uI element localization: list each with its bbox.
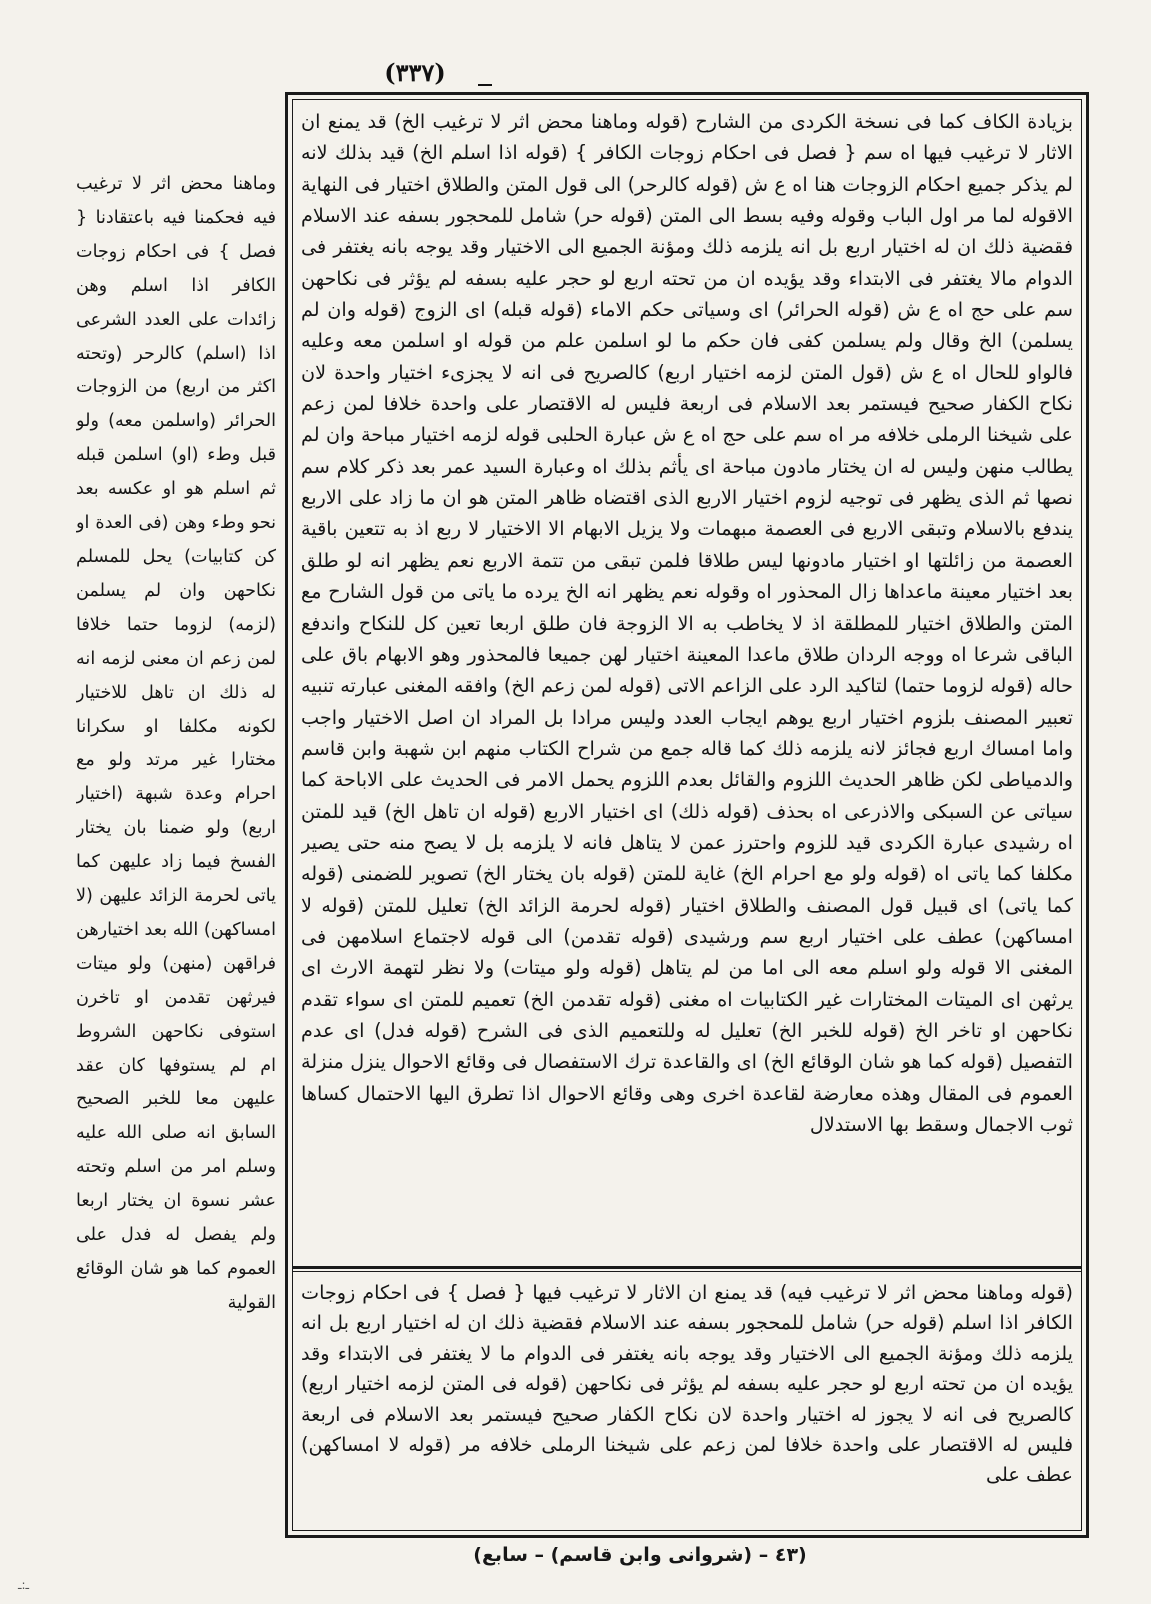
matn-margin-column: وماهنا محض اثر لا ترغيب فيه فحكمنا فيه باعتقادنا { فصل } فى احكام زوجات الكافر اذا اسلم وهن زائدات على العدد الشرعى اذا (اسلم) كالرحر (وتحته اكثر من اربع) من الزوجات الحرائر (واسلمن معه) ولو قبل وطء (او) اسلمن قبله ثم اسلم هو او عكسه بعد نحو وطء وهن (فى العدة او كن كتابيات) يحل للمسلم نكاحهن وان لم يسلمن (لزمه) لزوما حتما خلافا لمن زعم ان معنى لزمه انه له ذلك ان تاهل للاختيار لكونه مكلفا او سكرانا مختارا غير مرتد ولو مع احرام وعدة شبهة (اختيار اربع) ولو ضمنا بان يختار الفسخ فيما زاد عليهن كما ياتى لحرمة الزائد عليهن (لا امساكهن) الله بعد اختيارهن فراقهن (منهن) ولو ميتات فيرثهن تقدمن او تاخرن استوفى نكاحهن الشروط ام لم يستوفها كان عقد عليهن معا للخبر الصحيح السابق انه صلى الله عليه وسلم امر من اسلم وتحته عشر نسوة ان يختار اربعا ولم يفصل له فدل على العموم كما هو شان الوقائع القولية (76, 174, 276, 1313)
ibn-qasim-commentary: (قوله وماهنا محض اثر لا ترغيب فيه) قد يمنع ان الاثار لا ترغيب فيها { فصل } فى احكام زوجات الكافر اذا اسلم (قوله حر) شامل للمحجور بسفه عند الاسلام فقضية ذلك ان له اختيار اربع بل انه يلزمه ذلك ومؤنة الجميع الى الاختيار وقد يوجه بانه يغتفر فى الدوام ما لا يغتفر فى الابتداء وقد يؤيده ان من تحته اربع لو حجر عليه بسفه لم يؤثر فى نكاحهن (قوله فى المتن لزمه اختيار اربع) كالصريح فى انه لا يجوز له اختيار واحدة لان نكاح الكفار صحيح فيستمر بعد الاسلام فى اربعة فليس له الاقتصار على واحدة خلافا لمن زعم على شيخنا الرملى خلافه مر (قوله لا امساكهن) عطف على (301, 1281, 1073, 1487)
page-frame (285, 92, 1089, 1538)
hashiya-commentary: بزيادة الكاف كما فى نسخة الكردى من الشارح (قوله وماهنا محض اثر لا ترغيب الخ) قد يمنع ان الاثار لا ترغيب فيها اه سم { فصل فى احكام زوجات الكافر } (قوله اذا اسلم الخ) قيد بذلك لانه لم يذكر جميع احكام الزوجات هنا اه ع ش (قوله كالرحر) الى قول المتن والطلاق اختيار فى النهاية الاقوله لما مر اول الباب وقوله وفيه بسط الى المتن (قوله حر) شامل للمحجور بسفه عند الاسلام فقضية ذلك ان له اختيار اربع بل انه يلزمه ذلك ومؤنة الجميع الى الاختيار وقد يوجه بانه يغتفر فى الدوام مالا يغتفر فى الابتداء وقد يؤيده ان من تحته اربع لو حجر عليه بسفه لم يؤثر فى نكاحهن سم على حج اه ع ش (قوله الحرائر) اى وسياتى حكم الاماء (قوله قبله) اى الزوج (قوله وان لم يسلمن) الخ وقال ولم يسلمن كفى فان حكم ما لو اسلمن علم من قوله او اسلمن معه وعليه فالواو للحال اه ع ش (قول المتن لزمه اختيار اربع) كالصريح فى انه لا يجزىء اختيار واحدة لان نكاح الكفار صحيح فيستمر بعد الاسلام فى اربعة فليس له الاقتصار على واحدة خلافا لمن زعم على شيخنا الرملى خلافه مر اه سم على حج اه ع ش عبارة الحلبى قوله لزمه اختيار مباحة وان لم يطالب منهن وليس له ان يختار مادون مباحة اى يأثم بذلك اه وعبارة السيد عمر بعد ذكر كلام سم نصها ثم الذى يظهر فى توجيه لزوم اختيار الاربع الذى اقتضاه ظاهر المتن هو ان ما زاد على الاربع يندفع بالاسلام وتبقى الاربع فى العصمة مبهمات ولا يزيل الابهام الا الاختيار لا ربع اذ به تتعين باقية العصمة من زائلتها او اختيار مادونها ليس طلاقا فلمن تبقى من تتمة الاربع نعم يظهر انه لو طلق بعد اختيار معينة ماعداها زال المحذور اه وقوله نعم يظهر انه الخ يرده ما ياتى من قول الشارح مع المتن والطلاق اختيار للمطلقة اذ لا يخاطب به الا الزوجة فان طلق اربعا تعين كل للنكاح واندفع الباقى شرعا اه ووجه الردان طلاق ماعدا المعينة اختيار لهن جميعا فالمحذور وهو الابهام باق على حاله (قوله لزوما حتما) لتاكيد الرد على الزاعم الاتى (قوله لمن زعم الخ) وافقه المغنى عبارته تنبيه تعبير المصنف بلزوم اختيار اربع يوهم ايجاب العدد وليس مرادا بل المراد ان اصل الاختيار واجب واما امساك اربع فجائز لانه يلزمه ذلك كما قاله جمع من شراح الكتاب منهم ابن شهبة وابن قاسم والدمياطى لكن ظاهر الحديث اللزوم والقائل بعدم اللزوم يحمل الامر فى الحديث على الاباحة كما سياتى عن السبكى والاذرعى اه بحذف (قوله ذلك) اى اختيار الاربع (قوله ان تاهل الخ) قيد للمتن اه رشيدى عبارة الكردى قيد للزوم واحترز عمن لا يتاهل فانه لا يلزمه بل لا يصح منه حتى يصير مكلفا كما ياتى اه (قوله ولو مع احرام الخ) غاية للمتن (قوله بان يختار الخ) تصوير للضمنى (قوله كما ياتى) اى قبيل قول المصنف والطلاق اختيار (قوله لحرمة الزائد الخ) تعليل للمتن (قوله لا امساكهن) عطف على اختيار اربع سم ورشيدى (قوله تقدمن) الى قوله لاجتماع اسلامهن فى المغنى الا قوله ولو اسلم معه الى اما من لم يتاهل (قوله ولو ميتات) ولا نظر لتهمة الارث اى يرثهن اى الميتات المختارات غير الكتابيات اه مغنى (قوله تقدمن الخ) تعميم للمتن اى سواء تقدم نكاحهن او تاخر الخ (قوله للخبر الخ) تعليل له وللتعميم الذى فى الشرح (قوله فدل) اى عدم التفصيل (قوله كما هو شان الوقائع الخ) اى والقاعدة ترك الاستفصال فى وقائع الاحوال ينزل منزلة العموم فى المقال وهذه معارضة لقاعدة اخرى وهى وقائع الاحوال اذا تطرق اليها الاحتمال كساها ثوب الاجمال وسقط بها الاستدلال (301, 110, 1073, 1136)
page-number: (٣٣٧) (360, 58, 470, 87)
section-divider (293, 1266, 1081, 1269)
stray-mark: ـ:ـ (18, 1578, 30, 1592)
page-frame-inner (292, 99, 1082, 1531)
running-footer: (٤٣ – (شروانى وابن قاسم) – سابع) (473, 1544, 807, 1566)
